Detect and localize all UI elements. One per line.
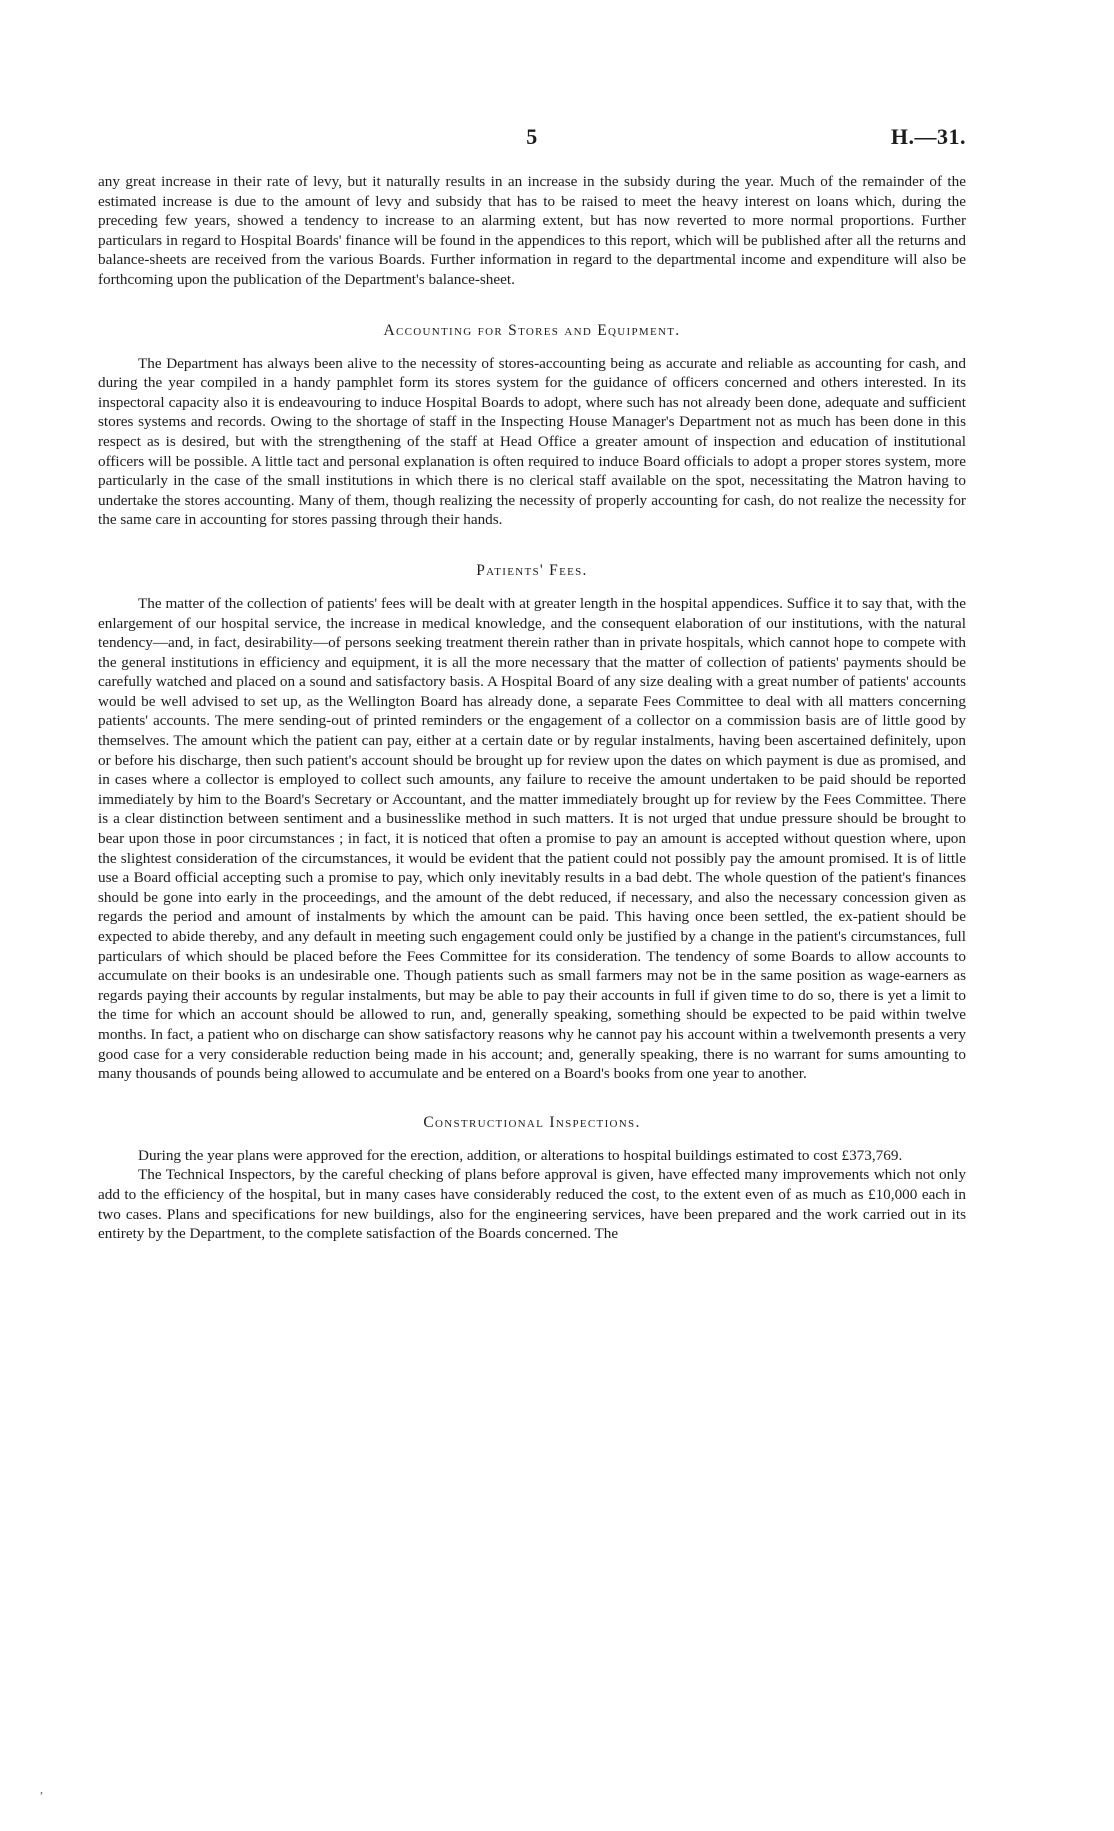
section-paragraph: The Department has always been alive to the necessity of stores-accounting being as accurate and reliable as accounting for cash, and during the year compiled in a handy pamphlet form its stores system for the guidance of officers concerned and others interested. In its inspectoral capacity also it is endeavouring to induce Hospital Boards to adopt, where such has not already been done, adequate and sufficient stores systems and records. Owing to the shortage of staff in the Inspecting House Manager's Department not as much has been done in this respect as is desired, but with the strengthening of the staff at Head Office a greater amount of inspection and education of institutional officers will be possible. A little tact and personal explanation is often required to induce Board officials to adopt a proper stores system, more particularly in the case of the small institutions in which there is no clerical staff available on the spot, necessitating the Matron having to undertake the stores accounting. Many of them, though realizing the necessity of properly accounting for cash, do not realize the necessity for the same care in accounting for stores passing through their hands.: [98, 354, 966, 529]
intro-paragraph: any great increase in their rate of levy, but it naturally results in an increase in the subsidy during the year. Much of the remainder of the estimated increase is due to the amount of levy and subsidy that has to be raised to meet the heavy interest on loans which, during the preceding few years, showed a tendency to increase to an alarming extent, but has now reverted to more normal proportions. Further particulars in regard to Hospital Boards' finance will be found in the appendices to this report, which will be published after all the returns and balance-sheets are received from the various Boards. Further information in regard to the departmental income and expenditure will also be forthcoming upon the publication of the Department's balance-sheet.: [98, 173, 966, 288]
section-heading-patients-fees: Patients' Fees.: [476, 561, 588, 579]
section-paragraph: The Technical Inspectors, by the careful checking of plans before approval is given, have effected many improvements which not only add to the efficiency of the hospital, but in many cases have considerably reduced the cost, to the extent even of as much as £10,000 each in two cases. Plans and specifications for new buildings, also for the engineering services, have been prepared and the work carried out in its entirety by the Department, to the complete satisfaction of the Boards concerned. The: [98, 1166, 966, 1243]
body-text: [98, 172, 966, 1244]
page-header: [98, 124, 966, 154]
document-reference: H.—31.: [890, 124, 966, 149]
stray-mark: ,: [40, 1782, 43, 1796]
section-paragraph: During the year plans were approved for the erection, addition, or alterations to hospital buildings estimated to cost £373,769.: [138, 1146, 903, 1164]
section-heading-stores: Accounting for Stores and Equipment.: [383, 321, 681, 339]
page-number: 5: [526, 124, 538, 149]
section-paragraph: The matter of the collection of patients' fees will be dealt with at greater length in the hospital appendices. Suffice it to say that, with the enlargement of our hospital service, the increase in medical knowledge, and the consequent elaboration of our institutions, with the natural tendency—and, in fact, desirability—of persons seeking treatment therein rather than in private hospitals, which cannot hope to compete with the general institutions in efficiency and equipment, it is all the more necessary that the matter of collection of patients' payments should be carefully watched and placed on a sound and satisfactory basis. A Hospital Board of any size dealing with a great number of patients' accounts would be well advised to set up, as the Wellington Board has already done, a separate Fees Committee to deal with all matters concerning patients' accounts. The mere sending-out of printed reminders or the engagement of a collector on a commission basis are of little good by themselves. The amount which the patient can pay, either at a certain date or by regular instalments, having been ascertained definitely, upon or before his discharge, then such patient's account should be brought up for review upon the dates on which payment is due as promised, and in cases where a collector is employed to collect such amounts, any failure to receive the amount undertaken to be paid should be reported immediately by him to the Board's Secretary or Accountant, and the matter immediately brought up for review by the Fees Committee. There is a clear distinction between sentiment and a businesslike method in such matters. It is not urged that undue pressure should be brought to bear upon those in poor circumstances ; in fact, it is noticed that often a promise to pay an amount is accepted without question where, upon the slightest consideration of the circumstances, it would be evident that the patient could not possibly pay the amount promised. It is of little use a Board official accepting such a promise to pay, which only inevitably results in a bad debt. The whole question of the patient's finances should be gone into early in the proceedings, and the amount of the debt reduced, if necessary, and also the necessary concession given as regards the period and amount of instalments by which the amount can be paid. This having once been settled, the ex-patient should be expected to abide thereby, and any default in meeting such engagement could only be justified by a change in the patient's circumstances, full particulars of which should be placed before the Fees Committee for its consideration. The tendency of some Boards to allow accounts to accumulate on their books is an undesirable one. Though patients such as small farmers may not be in the same position as wage-earners as regards paying their accounts by regular instalments, but may be able to pay their accounts in full if given time to do so, there is yet a limit to the time for which an account should be allowed to run, and, generally speaking, something should be expected to be paid within twelve months. In fact, a patient who on discharge can show satisfactory reasons why he cannot pay his account within a twelvemonth presents a very good case for a very considerable reduction being made in his account; and, generally speaking, there is no warrant for sums amounting to many thousands of pounds being allowed to accumulate and be entered on a Board's books from one year to another.: [98, 594, 966, 1083]
section-heading-constructional: Constructional Inspections.: [423, 1113, 641, 1131]
